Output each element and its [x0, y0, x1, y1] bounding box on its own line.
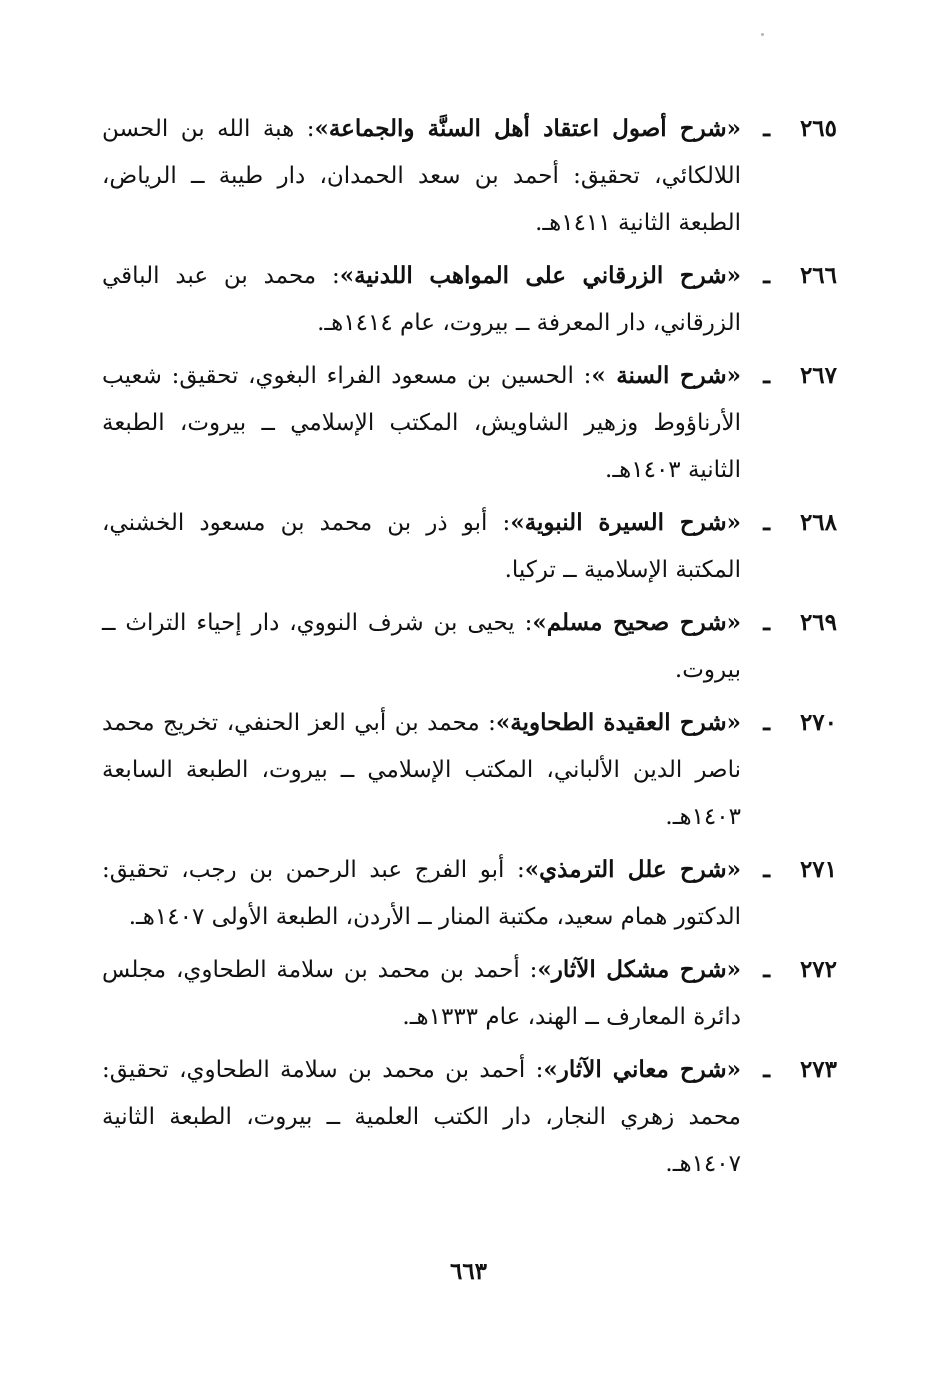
- entry-body: : محمد بن عبد الباقي الزرقاني، دار المعرفة ــ بيروت، عام ١٤١٤هـ.: [102, 263, 741, 336]
- entry-number: ٢٦٧: [799, 362, 837, 389]
- entry-number: ٢٦٨: [799, 509, 837, 536]
- entry-title: «شرح معاني الآثار»: [543, 1056, 742, 1083]
- entry-number: ٢٧١: [799, 856, 837, 883]
- page-number: ٦٦٣: [449, 1258, 488, 1285]
- bibliography-entry: [102, 252, 837, 347]
- bibliography-entry: [102, 499, 837, 594]
- entry-number: ٢٧٠: [799, 709, 837, 736]
- entry-dash: ـ: [763, 709, 770, 736]
- entry-title: «شرح أصول اعتقاد أهل السنَّة والجماعة»: [314, 115, 741, 142]
- entry-body: : أحمد بن محمد بن سلامة الطحاوي، مجلس دائرة المعارف ــ الهند، عام ١٣٣٣هـ.: [102, 957, 741, 1030]
- entry-body: : الحسين بن مسعود الفراء البغوي، تحقيق: شعيب الأرناؤوط وزهير الشاويش، المكتب الإسلامي ــ بيروت، الطبعة الثانية ١٤٠٣هـ.: [102, 363, 741, 483]
- bibliography-entry: [102, 352, 837, 494]
- bibliography-entry: [102, 1046, 837, 1188]
- bibliography-entry: [102, 105, 837, 247]
- entry-body: : أحمد بن محمد بن سلامة الطحاوي، تحقيق: محمد زهري النجار، دار الكتب العلمية ــ بيروت، الطبعة الثانية ١٤٠٧هـ.: [102, 1057, 741, 1177]
- entry-body: : محمد بن أبي العز الحنفي، تخريج محمد ناصر الدين الألباني، المكتب الإسلامي ــ بيروت، الطبعة السابعة ١٤٠٣هـ.: [102, 710, 741, 830]
- entry-dash: ـ: [763, 609, 770, 636]
- entry-title: «شرح السنة »: [591, 362, 741, 389]
- entry-dash: ـ: [763, 262, 770, 289]
- entry-title: «شرح مشكل الآثار»: [537, 956, 741, 983]
- entry-dash: ـ: [763, 1056, 770, 1083]
- entry-dash: ـ: [763, 115, 770, 142]
- entry-dash: ـ: [763, 856, 770, 883]
- scan-speck: [761, 33, 764, 36]
- bibliography-entry: [102, 599, 837, 694]
- entry-title: «شرح الزرقاني على المواهب اللدنية»: [339, 262, 741, 289]
- bibliography-entry: [102, 946, 837, 1041]
- entry-body: : هبة الله بن الحسن اللالكائي، تحقيق: أحمد بن سعد الحمدان، دار طيبة ــ الرياض، الطبعة الثانية ١٤١١هـ.: [102, 116, 741, 236]
- entry-number: ٢٧٢: [799, 956, 837, 983]
- entry-title: «شرح صحيح مسلم»: [532, 609, 741, 636]
- bibliography-entry: [102, 699, 837, 841]
- entry-number: ٢٧٣: [799, 1056, 837, 1083]
- entry-title: «شرح العقيدة الطحاوية»: [495, 709, 741, 736]
- entry-number: ٢٦٦: [799, 262, 837, 289]
- entry-body: : أبو الفرج عبد الرحمن بن رجب، تحقيق: الدكتور همام سعيد، مكتبة المنار ــ الأردن، الطبعة الأولى ١٤٠٧هـ.: [102, 857, 741, 930]
- entry-dash: ـ: [763, 956, 770, 983]
- bibliography-list: [102, 105, 837, 1193]
- entry-dash: ـ: [763, 509, 770, 536]
- entry-body: : يحيى بن شرف النووي، دار إحياء التراث ــ بيروت.: [102, 610, 741, 683]
- entry-number: ٢٦٩: [799, 609, 837, 636]
- entry-dash: ـ: [763, 362, 770, 389]
- bibliography-entry: [102, 846, 837, 941]
- entry-body: : أبو ذر بن محمد بن مسعود الخشني، المكتبة الإسلامية ــ تركيا.: [102, 510, 741, 583]
- entry-number: ٢٦٥: [799, 115, 837, 142]
- entry-title: «شرح السيرة النبوية»: [510, 509, 741, 536]
- entry-title: «شرح علل الترمذي»: [524, 856, 741, 883]
